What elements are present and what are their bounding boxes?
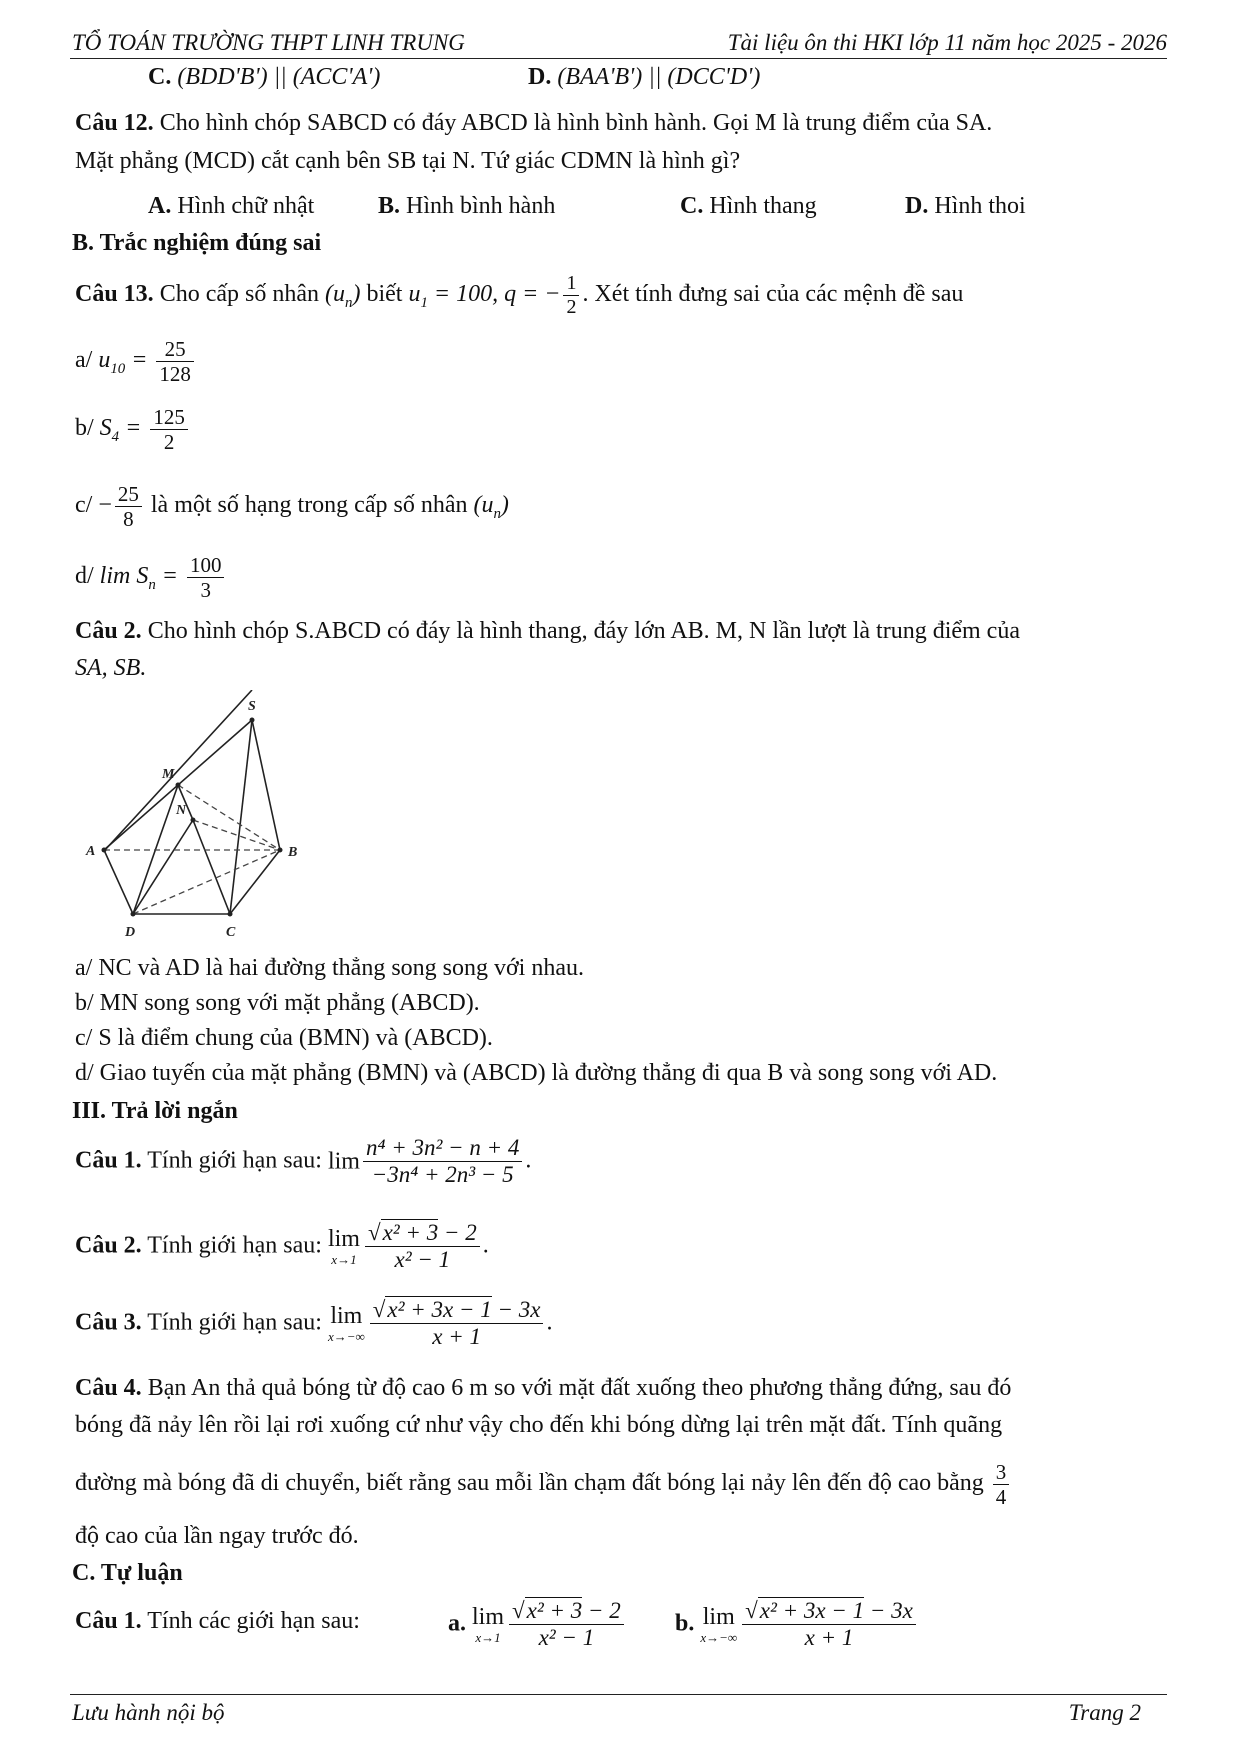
label-n: N [176, 803, 187, 818]
statement-c: c/ S là điểm chung của (BMN) và (ABCD). [75, 1025, 493, 1051]
question-12: Câu 12. Cho hình chóp SABCD có đáy ABCD là hình bình hành. Gọi M là trung điểm của SA. [75, 110, 993, 136]
edge-ad [104, 850, 133, 914]
point-c [228, 912, 233, 917]
option-c-parallel-planes: C. (BDD'B') || (ACC'A') [148, 64, 381, 90]
short-answer-2: Câu 2. Tính giới hạn sau: lim x→1 $\frac{\text{√x² + 3 − 2}}{\text{x² − 1}}$ . [75, 1220, 489, 1273]
label-b: B [288, 845, 298, 860]
label-d: D [125, 925, 136, 940]
pyramid-figure-lines [70, 690, 330, 940]
q13-statement-a: a/ $u_{10}$ = $\frac{25}{128}$ [75, 337, 197, 386]
option-d-parallel-planes: D. (BAA'B') || (DCC'D') [528, 64, 761, 90]
essay-question-1b: b. lim x→−∞ $\frac{\text{√x² + 3x − 1 − 3x}}{x + 1}$ [675, 1598, 919, 1652]
q12-option-c: C. Hình thang [680, 193, 817, 219]
q13-statement-b: b/ $S_4$ = $\frac{125}{2}$ [75, 405, 191, 454]
q12-option-d: D. Hình thoi [905, 193, 1026, 219]
label-c: C [226, 925, 236, 940]
short-answer-4-line2: bóng đã nảy lên rồi lại rơi xuống cứ như vậy cho đến khi bóng dừng lại trên mặt đất. Tính quãng [75, 1412, 1003, 1438]
hidden-mb [178, 785, 280, 850]
hidden-nb [193, 820, 280, 850]
q13-statement-d: d/ $\lim S_n$ = $\frac{100}{3}$ [75, 553, 227, 602]
short-answer-1: Câu 1. Tính giới hạn sau: lim $\frac{\text{n⁴ + 3n² − n + 4}}{\text{−3n⁴ + 2n³ − 5}}$ . [75, 1135, 532, 1188]
edge-cb [230, 850, 280, 914]
short-answer-4-line3: đường mà bóng đã di chuyển, biết rằng sau mỗi lần chạm đất bóng lại nảy lên đến độ cao bằng $\frac{3}{4}$ [75, 1460, 1012, 1509]
q12-option-b: B. Hình bình hành [378, 193, 556, 219]
statement-d: d/ Giao tuyến của mặt phẳng (BMN) và (ABCD) là đường thẳng đi qua B và song song với AD. [75, 1060, 998, 1086]
q12-option-a: A. Hình chữ nhật [148, 193, 315, 219]
short-answer-3: Câu 3. Tính giới hạn sau: lim x→−∞ $\frac{\text{√x² + 3x − 1 − 3x}}{x + 1}$ . [75, 1297, 553, 1350]
segment-nc [193, 820, 230, 914]
statement-a: a/ NC và AD là hai đường thẳng song song với nhau. [75, 955, 585, 981]
header-rule [70, 58, 1167, 59]
question-2-pyramid-line2: SA, SB. [75, 655, 147, 681]
label-s: S [248, 699, 256, 714]
edge-sb [252, 720, 280, 850]
short-answer-4: Câu 4. Bạn An thả quả bóng từ độ cao 6 m so với mặt đất xuống theo phương thẳng đứng, sau đó [75, 1375, 1012, 1401]
point-a [102, 848, 107, 853]
section-b-heading: B. Trắc nghiệm đúng sai [72, 230, 322, 256]
point-b [278, 848, 283, 853]
section-c-heading: C. Tự luận [72, 1560, 183, 1586]
essay-question-1: Câu 1. Tính các giới hạn sau: [75, 1608, 360, 1634]
label-a: A [86, 844, 96, 859]
q13-statement-c: c/ − $\frac{25}{8}$ là một số hạng trong cấp số nhân $(u_n)$ [75, 482, 509, 532]
point-n [191, 818, 196, 823]
question-2-pyramid: Câu 2. Cho hình chóp S.ABCD có đáy là hình thang, đáy lớn AB. M, N lần lượt là trung điểm của [75, 618, 1020, 644]
section-iii-heading: III. Trả lời ngắn [72, 1098, 238, 1124]
hidden-db [133, 850, 280, 914]
footer-note: Lưu hành nội bộ [72, 1700, 225, 1725]
point-s [250, 718, 255, 723]
footer-rule [70, 1694, 1167, 1695]
page-number: Trang 2 [1068, 1700, 1141, 1725]
point-d [131, 912, 136, 917]
essay-question-1a: a. lim x→1 $\frac{\text{√x² + 3 − 2}}{\text{x² − 1}}$ [448, 1598, 627, 1652]
statement-b: b/ MN song song với mặt phẳng (ABCD). [75, 990, 480, 1016]
point-m [176, 783, 181, 788]
edge-sc [230, 720, 252, 914]
question-12-line2: Mặt phẳng (MCD) cắt cạnh bên SB tại N. Tứ giác CDMN là hình gì? [75, 148, 741, 174]
short-answer-4-line4: độ cao của lần ngay trước đó. [75, 1523, 359, 1549]
question-13: Câu 13. Cho cấp số nhân $(u_n)$ biết $u_1 = 100$, q = − $\frac{1}{2}$ . Xét tính đưng sai của các mệnh đề sau [75, 272, 964, 318]
header-school: TỔ TOÁN TRƯỜNG THPT LINH TRUNG [72, 30, 465, 55]
header-doc-title: Tài liệu ôn thi HKI lớp 11 năm học 2025 - 2026 [727, 30, 1167, 55]
segment-nd [133, 820, 193, 914]
label-m: M [162, 767, 175, 782]
